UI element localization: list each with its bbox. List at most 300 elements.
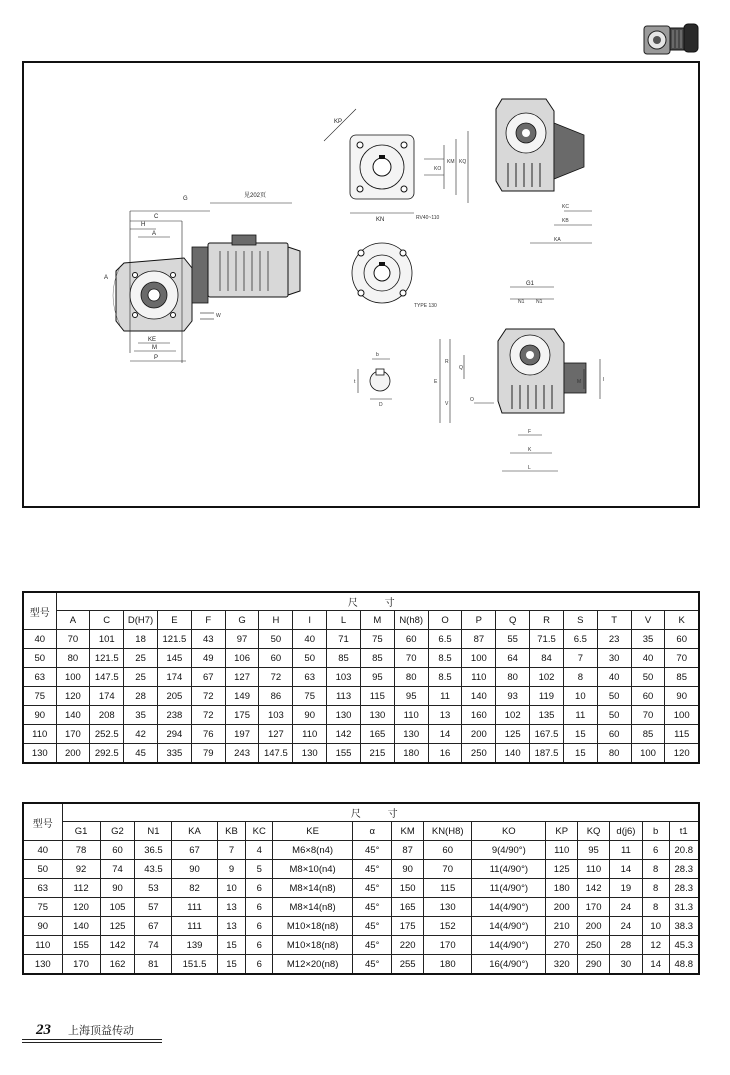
- table-cell: 15: [563, 744, 597, 764]
- note-type: TYPE 130: [414, 303, 437, 309]
- table-cell: 110: [293, 725, 327, 744]
- table-cell: 45: [124, 744, 158, 764]
- table-cell: 10: [217, 879, 246, 898]
- label-b: b: [376, 352, 379, 358]
- table-cell: 25: [124, 668, 158, 687]
- table-cell: 170: [56, 725, 90, 744]
- table-cell: 18: [124, 630, 158, 649]
- column-header: R: [530, 611, 564, 630]
- side-view-assembly: [104, 191, 300, 363]
- table-cell: 6: [246, 917, 273, 936]
- table-cell: 15: [217, 955, 246, 975]
- table-cell: 175: [392, 917, 424, 936]
- table-cell: 11: [428, 687, 462, 706]
- table-cell: 100: [56, 668, 90, 687]
- table-cell: 4: [246, 841, 273, 860]
- table-cell: 102: [496, 706, 530, 725]
- table-cell: 40: [293, 630, 327, 649]
- table-cell: M10×18(n8): [273, 936, 353, 955]
- table-cell: 60: [100, 841, 135, 860]
- table-cell: 145: [157, 649, 191, 668]
- table-cell: 87: [392, 841, 424, 860]
- column-header: N(h8): [394, 611, 428, 630]
- table-cell: 140: [496, 744, 530, 764]
- table-cell: 290: [578, 955, 610, 975]
- column-header: G2: [100, 822, 135, 841]
- table-cell: 243: [225, 744, 259, 764]
- table-cell: 140: [56, 706, 90, 725]
- table-cell: 127: [225, 668, 259, 687]
- table-cell: 14(4/90°): [472, 936, 546, 955]
- column-header: d(j6): [609, 822, 642, 841]
- table-cell: 11(4/90°): [472, 860, 546, 879]
- table-cell: 205: [157, 687, 191, 706]
- column-header: L: [327, 611, 361, 630]
- label-KC: KC: [562, 204, 569, 210]
- table-cell: 93: [496, 687, 530, 706]
- table-cell: 50: [259, 630, 293, 649]
- table-cell: 23: [597, 630, 631, 649]
- table-cell: 64: [496, 649, 530, 668]
- dimension-table-2: [22, 802, 700, 975]
- table-cell: 121.5: [157, 630, 191, 649]
- column-header: KP: [546, 822, 578, 841]
- column-header: KE: [273, 822, 353, 841]
- table-cell: 28.3: [669, 860, 699, 879]
- table-cell: 13: [217, 898, 246, 917]
- table-cell: 28.3: [669, 879, 699, 898]
- table-cell: 135: [530, 706, 564, 725]
- table-cell: 170: [578, 898, 610, 917]
- table-cell: 19: [609, 879, 642, 898]
- table-cell: 111: [172, 898, 217, 917]
- label-O: O: [470, 397, 474, 403]
- table-cell: 50: [293, 649, 327, 668]
- column-header: KQ: [578, 822, 610, 841]
- table-cell: 60: [259, 649, 293, 668]
- column-header: G: [225, 611, 259, 630]
- table-cell: 215: [360, 744, 394, 764]
- table-cell: 71: [327, 630, 361, 649]
- label-E: E: [434, 379, 438, 385]
- table-cell: 101: [90, 630, 124, 649]
- table-cell: 35: [631, 630, 665, 649]
- table-cell: 139: [172, 936, 217, 955]
- table-cell: 10: [642, 917, 669, 936]
- table-cell: 120: [665, 744, 699, 764]
- table-cell: 152: [424, 917, 472, 936]
- label-C: C: [154, 214, 159, 220]
- table-cell: 45°: [353, 917, 392, 936]
- table-cell: 102: [530, 668, 564, 687]
- table-cell: 200: [546, 898, 578, 917]
- table-cell: 60: [597, 725, 631, 744]
- table-cell: 112: [62, 879, 100, 898]
- table-cell: 92: [62, 860, 100, 879]
- table-row: [23, 955, 699, 975]
- column-header: O: [428, 611, 462, 630]
- table-cell: 9(4/90°): [472, 841, 546, 860]
- table-cell: 200: [578, 917, 610, 936]
- table-cell: 97: [225, 630, 259, 649]
- model-cell: 90: [23, 917, 62, 936]
- table-cell: 180: [394, 744, 428, 764]
- label-D: D: [379, 402, 383, 408]
- table-cell: 130: [424, 898, 472, 917]
- table-cell: 208: [90, 706, 124, 725]
- table-row: [23, 879, 699, 898]
- table-cell: 130: [394, 725, 428, 744]
- table-cell: 11(4/90°): [472, 879, 546, 898]
- table-cell: 45.3: [669, 936, 699, 955]
- table-cell: 67: [135, 917, 172, 936]
- table-cell: 210: [546, 917, 578, 936]
- table-cell: 74: [135, 936, 172, 955]
- table-cell: 95: [360, 668, 394, 687]
- table-cell: 35: [124, 706, 158, 725]
- label-H: H: [141, 222, 146, 228]
- table-cell: 100: [631, 744, 665, 764]
- table-cell: 8: [642, 898, 669, 917]
- table-cell: 187.5: [530, 744, 564, 764]
- model-cell: 110: [23, 936, 62, 955]
- table-cell: 292.5: [90, 744, 124, 764]
- dimension-drawing-svg: [24, 63, 698, 506]
- table-row: [23, 687, 699, 706]
- model-cell: 63: [23, 879, 62, 898]
- table-cell: 75: [360, 630, 394, 649]
- table-cell: 28: [124, 687, 158, 706]
- label-M-right: M: [577, 379, 582, 385]
- column-header: E: [157, 611, 191, 630]
- table-cell: 72: [191, 687, 225, 706]
- table-cell: 42: [124, 725, 158, 744]
- table-cell: 72: [191, 706, 225, 725]
- table-row: [23, 917, 699, 936]
- table-cell: 45°: [353, 898, 392, 917]
- table-cell: 197: [225, 725, 259, 744]
- table-cell: 110: [546, 841, 578, 860]
- table-cell: 142: [578, 879, 610, 898]
- table-cell: 67: [172, 841, 217, 860]
- table-cell: 70: [424, 860, 472, 879]
- table-cell: 14: [609, 860, 642, 879]
- table-cell: 220: [392, 936, 424, 955]
- table-cell: 82: [172, 879, 217, 898]
- table-row: [23, 936, 699, 955]
- column-header: α: [353, 822, 392, 841]
- column-header: C: [90, 611, 124, 630]
- table-cell: 28: [609, 936, 642, 955]
- label-R: R: [445, 359, 449, 365]
- table-cell: 174: [90, 687, 124, 706]
- model-cell: 90: [23, 706, 56, 725]
- table-cell: M6×8(n4): [273, 841, 353, 860]
- label-t: t: [354, 379, 356, 385]
- table-cell: 80: [56, 649, 90, 668]
- table-cell: 81: [135, 955, 172, 975]
- table-cell: 8.5: [428, 668, 462, 687]
- label-KQ: KQ: [459, 159, 467, 165]
- table-cell: 11: [563, 706, 597, 725]
- table-row: [23, 898, 699, 917]
- label-KB: KB: [562, 218, 569, 224]
- table-cell: 76: [191, 725, 225, 744]
- label-M: M: [152, 345, 157, 351]
- label-A-angle: A: [104, 275, 109, 281]
- table-cell: 85: [631, 725, 665, 744]
- column-header: KB: [217, 822, 246, 841]
- model-cell: 75: [23, 687, 56, 706]
- column-header: K: [665, 611, 699, 630]
- table-cell: 180: [546, 879, 578, 898]
- table-cell: 115: [665, 725, 699, 744]
- column-header: KO: [472, 822, 546, 841]
- table-cell: 105: [100, 898, 135, 917]
- table-cell: M8×10(n4): [273, 860, 353, 879]
- label-K: K: [528, 447, 532, 453]
- table-cell: 180: [424, 955, 472, 975]
- front-gearbox-view: [434, 281, 604, 471]
- column-header: G1: [62, 822, 100, 841]
- table-cell: 140: [462, 687, 496, 706]
- label-F: F: [528, 429, 532, 435]
- table-cell: 6: [246, 898, 273, 917]
- table-cell: 60: [665, 630, 699, 649]
- table-cell: 238: [157, 706, 191, 725]
- table-cell: 85: [360, 649, 394, 668]
- model-cell: 50: [23, 860, 62, 879]
- label-G: G: [183, 196, 188, 202]
- table-row: [23, 841, 699, 860]
- column-header: KN(H8): [424, 822, 472, 841]
- column-header: H: [259, 611, 293, 630]
- table-cell: 45°: [353, 860, 392, 879]
- label-W: W: [216, 313, 221, 319]
- table-cell: 71.5: [530, 630, 564, 649]
- table-cell: 30: [609, 955, 642, 975]
- table-cell: 95: [394, 687, 428, 706]
- table-cell: 170: [62, 955, 100, 975]
- table-cell: 170: [424, 936, 472, 955]
- table-cell: 10: [563, 687, 597, 706]
- table-cell: 55: [496, 630, 530, 649]
- table-cell: 9: [217, 860, 246, 879]
- table-cell: 14(4/90°): [472, 917, 546, 936]
- table-cell: 13: [428, 706, 462, 725]
- table-cell: 90: [100, 879, 135, 898]
- table-cell: 14: [428, 725, 462, 744]
- table-cell: 63: [293, 668, 327, 687]
- table-cell: 50: [597, 687, 631, 706]
- output-flange-view: [324, 109, 468, 223]
- model-cell: 50: [23, 649, 56, 668]
- table-cell: 85: [665, 668, 699, 687]
- column-header: Q: [496, 611, 530, 630]
- table-cell: 151.5: [172, 955, 217, 975]
- table-row: [23, 860, 699, 879]
- column-header: A: [56, 611, 90, 630]
- table-cell: 335: [157, 744, 191, 764]
- table-cell: 130: [360, 706, 394, 725]
- table-cell: M12×20(n8): [273, 955, 353, 975]
- model-header: 型号: [23, 592, 56, 630]
- label-KA: KA: [554, 237, 561, 243]
- table-cell: 175: [225, 706, 259, 725]
- table-cell: 70: [56, 630, 90, 649]
- table-cell: 16(4/90°): [472, 955, 546, 975]
- top-right-gearbox-view: [496, 99, 592, 243]
- table-cell: 79: [191, 744, 225, 764]
- table-cell: 49: [191, 649, 225, 668]
- table-cell: 14(4/90°): [472, 898, 546, 917]
- table-cell: 24: [609, 917, 642, 936]
- label-P: P: [154, 355, 159, 361]
- label-KM: KM: [447, 159, 455, 165]
- table-cell: 80: [597, 744, 631, 764]
- table-cell: 110: [462, 668, 496, 687]
- table-cell: 120: [56, 687, 90, 706]
- column-header: b: [642, 822, 669, 841]
- table-cell: 75: [293, 687, 327, 706]
- table-cell: 6: [246, 955, 273, 975]
- table-cell: 103: [259, 706, 293, 725]
- table-cell: 110: [578, 860, 610, 879]
- table-cell: 165: [360, 725, 394, 744]
- table-row: [23, 725, 699, 744]
- table-cell: 20.8: [669, 841, 699, 860]
- table-cell: 12: [642, 936, 669, 955]
- model-cell: 130: [23, 955, 62, 975]
- table-cell: 5: [246, 860, 273, 879]
- table-cell: 100: [665, 706, 699, 725]
- table-cell: 70: [665, 649, 699, 668]
- table-cell: 174: [157, 668, 191, 687]
- table-cell: 162: [100, 955, 135, 975]
- table-cell: 270: [546, 936, 578, 955]
- table-cell: 8: [642, 879, 669, 898]
- table-cell: 110: [394, 706, 428, 725]
- table-cell: 25: [124, 649, 158, 668]
- table-cell: 36.5: [135, 841, 172, 860]
- table-cell: 24: [609, 898, 642, 917]
- table-cell: 155: [327, 744, 361, 764]
- table-cell: 111: [172, 917, 217, 936]
- table-cell: 14: [642, 955, 669, 975]
- label-N1-right: N1: [536, 299, 543, 305]
- column-header: N1: [135, 822, 172, 841]
- table-cell: 294: [157, 725, 191, 744]
- model-cell: 110: [23, 725, 56, 744]
- table-cell: 320: [546, 955, 578, 975]
- table-cell: M8×14(n8): [273, 898, 353, 917]
- label-KO: KO: [434, 166, 442, 172]
- table-cell: 142: [327, 725, 361, 744]
- table-cell: 85: [327, 649, 361, 668]
- table-cell: 11: [609, 841, 642, 860]
- table-row: [23, 744, 699, 764]
- table-cell: 250: [462, 744, 496, 764]
- table-cell: 90: [665, 687, 699, 706]
- model-cell: 40: [23, 841, 62, 860]
- table-cell: 125: [546, 860, 578, 879]
- table-cell: 60: [631, 687, 665, 706]
- table-cell: 8.5: [428, 649, 462, 668]
- table-cell: 45°: [353, 936, 392, 955]
- model-header: 型号: [23, 803, 62, 841]
- table-cell: 38.3: [669, 917, 699, 936]
- column-header: S: [563, 611, 597, 630]
- table-cell: 31.3: [669, 898, 699, 917]
- column-header: D(H7): [124, 611, 158, 630]
- table-cell: 84: [530, 649, 564, 668]
- table-cell: 13: [217, 917, 246, 936]
- table-cell: 155: [62, 936, 100, 955]
- table-cell: 140: [62, 917, 100, 936]
- table-cell: 6.5: [563, 630, 597, 649]
- table-cell: 67: [191, 668, 225, 687]
- table-cell: 115: [424, 879, 472, 898]
- table-cell: 8: [642, 860, 669, 879]
- table-cell: 90: [172, 860, 217, 879]
- table-cell: M10×18(n8): [273, 917, 353, 936]
- table-cell: 72: [259, 668, 293, 687]
- table-cell: 30: [597, 649, 631, 668]
- table-cell: 6: [246, 936, 273, 955]
- label-L: L: [528, 465, 531, 471]
- table-cell: 53: [135, 879, 172, 898]
- table-cell: 160: [462, 706, 496, 725]
- table-cell: 250: [578, 936, 610, 955]
- table-cell: 95: [578, 841, 610, 860]
- table-cell: M8×14(n8): [273, 879, 353, 898]
- keyway-detail: [354, 352, 392, 408]
- table-cell: 6: [246, 879, 273, 898]
- table-cell: 6.5: [428, 630, 462, 649]
- table-cell: 150: [392, 879, 424, 898]
- table-cell: 80: [394, 668, 428, 687]
- table-cell: 70: [631, 706, 665, 725]
- dimension-table-1: [22, 591, 700, 764]
- model-cell: 63: [23, 668, 56, 687]
- table-cell: 125: [100, 917, 135, 936]
- table-cell: 127: [259, 725, 293, 744]
- table-row: [23, 668, 699, 687]
- dimension-header: 尺 寸: [56, 592, 699, 611]
- table-cell: 80: [496, 668, 530, 687]
- label-KP: KP: [334, 119, 343, 125]
- column-header: P: [462, 611, 496, 630]
- table-cell: 45°: [353, 879, 392, 898]
- table-cell: 87: [462, 630, 496, 649]
- table-row: [23, 649, 699, 668]
- table-cell: 252.5: [90, 725, 124, 744]
- table-cell: 16: [428, 744, 462, 764]
- label-V: V: [445, 401, 449, 407]
- table-cell: 113: [327, 687, 361, 706]
- column-header: KM: [392, 822, 424, 841]
- table-cell: 115: [360, 687, 394, 706]
- table-cell: 130: [327, 706, 361, 725]
- table-cell: 121.5: [90, 649, 124, 668]
- footer-rule: [22, 1039, 162, 1040]
- column-header: T: [597, 611, 631, 630]
- table-cell: 130: [293, 744, 327, 764]
- label-I: I: [603, 377, 605, 383]
- table-cell: 100: [462, 649, 496, 668]
- label-N1-left: N1: [518, 299, 525, 305]
- label-motor-length: 见202页: [244, 193, 267, 199]
